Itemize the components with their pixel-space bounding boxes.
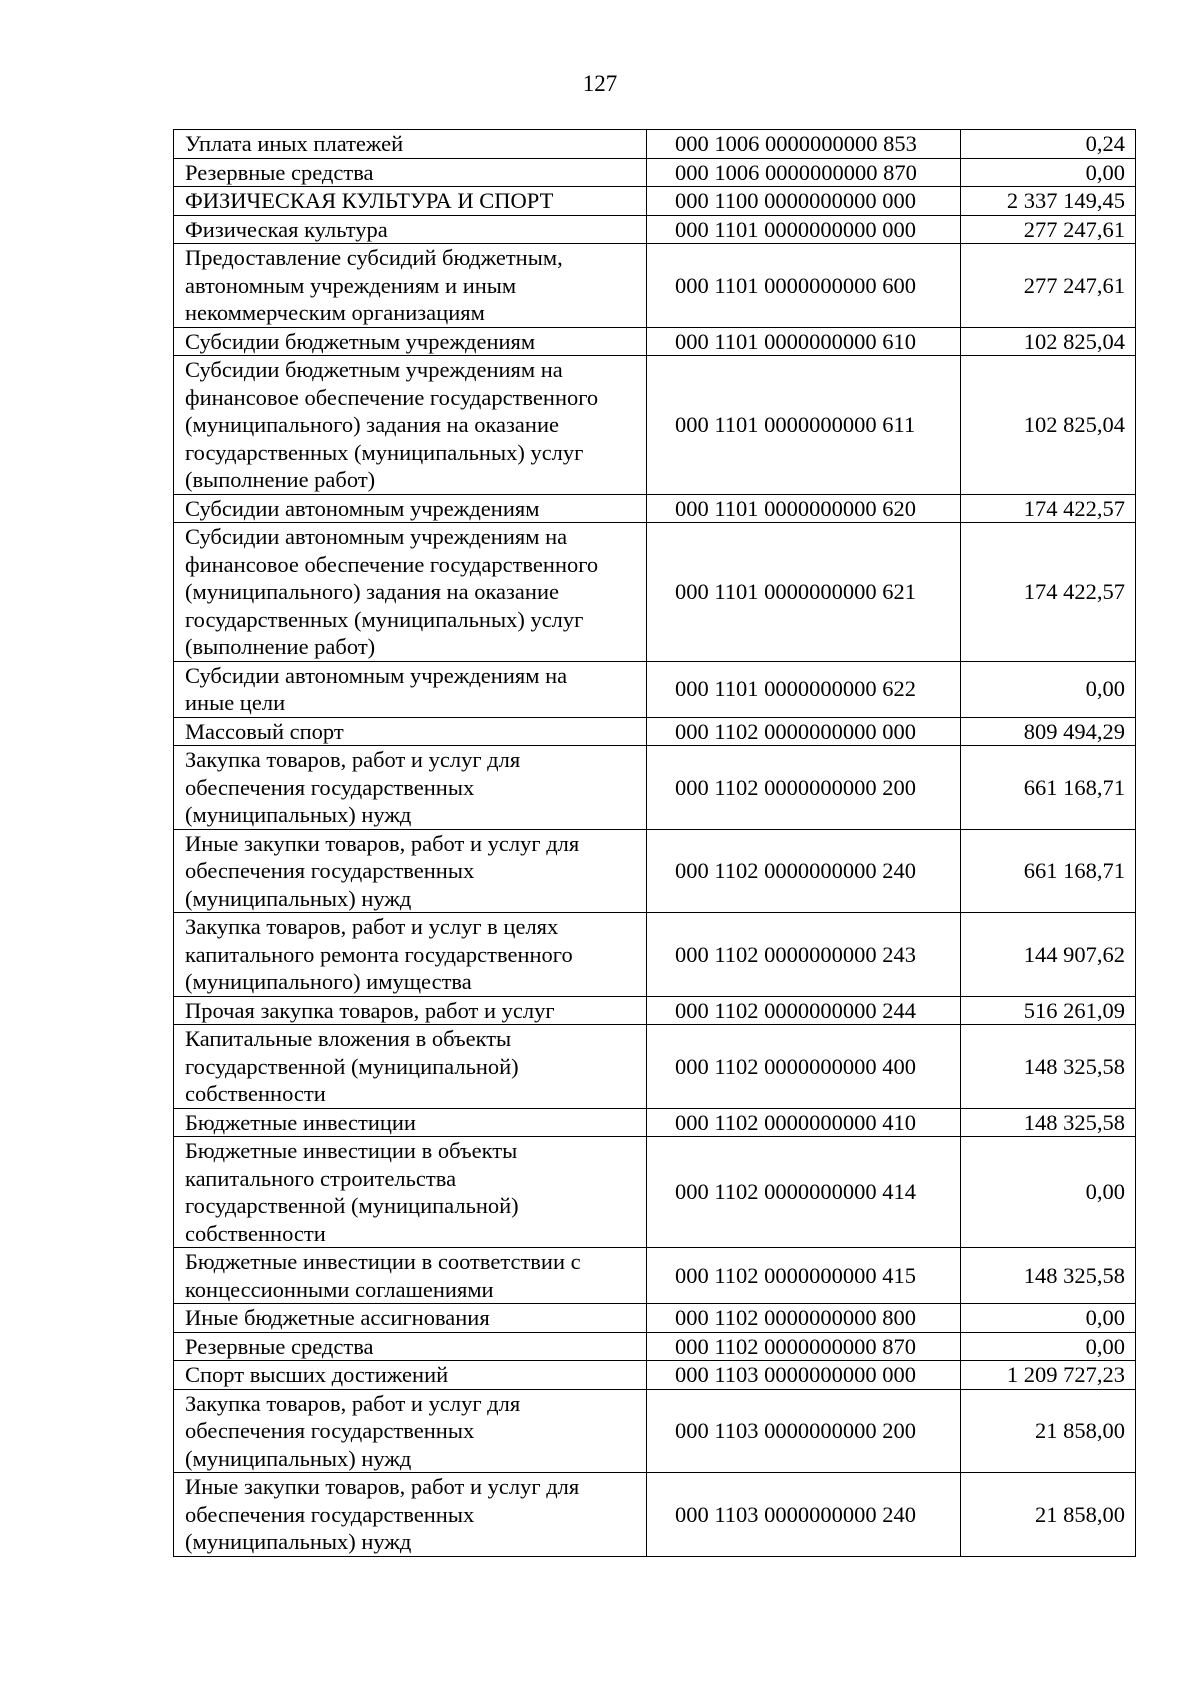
amount-cell: 174 422,57 [961,494,1136,523]
expense-name-cell: Физическая культура [174,215,647,244]
amount-cell: 0,24 [961,130,1136,159]
amount-cell: 516 261,09 [961,996,1136,1025]
expense-name-cell: Капитальные вложения в объекты государственной (муниципальной) собственности [174,1025,647,1109]
amount-cell: 148 325,58 [961,1108,1136,1137]
classification-code-cell: 000 1102 0000000000 410 [647,1108,961,1137]
table-row [174,1304,1136,1333]
expense-name-cell: Субсидии бюджетным учреждениям [174,327,647,356]
table-row [174,1248,1136,1304]
classification-code-cell: 000 1101 0000000000 000 [647,215,961,244]
amount-cell: 0,00 [961,1304,1136,1333]
classification-code-cell: 000 1102 0000000000 414 [647,1137,961,1248]
amount-cell: 102 825,04 [961,356,1136,495]
table-row [174,1473,1136,1557]
classification-code-cell: 000 1103 0000000000 240 [647,1473,961,1557]
table-row [174,494,1136,523]
expense-name-cell: Иные бюджетные ассигнования [174,1304,647,1333]
table-row [174,523,1136,662]
expense-name-cell: Бюджетные инвестиции в соответствии с концессионными соглашениями [174,1248,647,1304]
expense-name-cell: Субсидии автономным учреждениям на финансовое обеспечение государственного (муниципального) задания на оказание государственных (муниципальных) услуг (выполнение работ) [174,523,647,662]
table-row [174,327,1136,356]
table-row [174,996,1136,1025]
table-row [174,1108,1136,1137]
table-row [174,1025,1136,1109]
table-row [174,717,1136,746]
expense-name-cell: Прочая закупка товаров, работ и услуг [174,996,647,1025]
table-row [174,130,1136,159]
expense-name-cell: Закупка товаров, работ и услуг в целях капитального ремонта государственного (муниципального) имущества [174,913,647,997]
expense-name-cell: Иные закупки товаров, работ и услуг для обеспечения государственных (муниципальных) нужд [174,1473,647,1557]
amount-cell: 277 247,61 [961,244,1136,328]
classification-code-cell: 000 1101 0000000000 610 [647,327,961,356]
classification-code-cell: 000 1101 0000000000 611 [647,356,961,495]
classification-code-cell: 000 1101 0000000000 600 [647,244,961,328]
classification-code-cell: 000 1102 0000000000 400 [647,1025,961,1109]
expense-name-cell: Спорт высших достижений [174,1361,647,1390]
table-row [174,215,1136,244]
expense-name-cell: Субсидии автономным учреждениям на иные цели [174,661,647,717]
expense-name-cell: Закупка товаров, работ и услуг для обеспечения государственных (муниципальных) нужд [174,1389,647,1473]
amount-cell: 148 325,58 [961,1025,1136,1109]
classification-code-cell: 000 1101 0000000000 620 [647,494,961,523]
amount-cell: 277 247,61 [961,215,1136,244]
expense-name-cell: Субсидии автономным учреждениям [174,494,647,523]
expense-name-cell: Резервные средства [174,158,647,187]
expense-name-cell: Субсидии бюджетным учреждениям на финансовое обеспечение государственного (муниципального) задания на оказание государственных (муниципальных) услуг (выполнение работ) [174,356,647,495]
classification-code-cell: 000 1100 0000000000 000 [647,187,961,216]
table-row [174,1389,1136,1473]
classification-code-cell: 000 1102 0000000000 870 [647,1332,961,1361]
expense-name-cell: Уплата иных платежей [174,130,647,159]
expense-name-cell: Закупка товаров, работ и услуг для обеспечения государственных (муниципальных) нужд [174,746,647,830]
classification-code-cell: 000 1102 0000000000 800 [647,1304,961,1333]
amount-cell: 661 168,71 [961,829,1136,913]
amount-cell: 2 337 149,45 [961,187,1136,216]
expense-name-cell: Бюджетные инвестиции в объекты капитального строительства государственной (муниципальной) собственности [174,1137,647,1248]
amount-cell: 21 858,00 [961,1389,1136,1473]
budget-table-body [174,130,1136,1557]
amount-cell: 0,00 [961,1332,1136,1361]
table-row [174,913,1136,997]
table-row [174,829,1136,913]
classification-code-cell: 000 1101 0000000000 622 [647,661,961,717]
amount-cell: 1 209 727,23 [961,1361,1136,1390]
expense-name-cell: Резервные средства [174,1332,647,1361]
amount-cell: 0,00 [961,1137,1136,1248]
expense-name-cell: ФИЗИЧЕСКАЯ КУЛЬТУРА И СПОРТ [174,187,647,216]
classification-code-cell: 000 1102 0000000000 000 [647,717,961,746]
table-row [174,356,1136,495]
amount-cell: 144 907,62 [961,913,1136,997]
amount-cell: 148 325,58 [961,1248,1136,1304]
budget-table [173,129,1136,1557]
classification-code-cell: 000 1102 0000000000 240 [647,829,961,913]
expense-name-cell: Иные закупки товаров, работ и услуг для обеспечения государственных (муниципальных) нужд [174,829,647,913]
classification-code-cell: 000 1102 0000000000 200 [647,746,961,830]
amount-cell: 21 858,00 [961,1473,1136,1557]
table-row [174,661,1136,717]
table-row [174,158,1136,187]
classification-code-cell: 000 1103 0000000000 200 [647,1389,961,1473]
table-row [174,1137,1136,1248]
classification-code-cell: 000 1101 0000000000 621 [647,523,961,662]
classification-code-cell: 000 1102 0000000000 415 [647,1248,961,1304]
classification-code-cell: 000 1006 0000000000 853 [647,130,961,159]
expense-name-cell: Бюджетные инвестиции [174,1108,647,1137]
amount-cell: 809 494,29 [961,717,1136,746]
amount-cell: 102 825,04 [961,327,1136,356]
expense-name-cell: Массовый спорт [174,717,647,746]
page-number: 127 [582,71,618,96]
amount-cell: 174 422,57 [961,523,1136,662]
expense-name-cell: Предоставление субсидий бюджетным, автономным учреждениям и иным некоммерческим организациям [174,244,647,328]
amount-cell: 661 168,71 [961,746,1136,830]
table-row [174,746,1136,830]
classification-code-cell: 000 1102 0000000000 244 [647,996,961,1025]
amount-cell: 0,00 [961,661,1136,717]
classification-code-cell: 000 1102 0000000000 243 [647,913,961,997]
table-row [174,1332,1136,1361]
classification-code-cell: 000 1103 0000000000 000 [647,1361,961,1390]
table-row [174,244,1136,328]
table-row [174,187,1136,216]
table-row [174,1361,1136,1390]
classification-code-cell: 000 1006 0000000000 870 [647,158,961,187]
amount-cell: 0,00 [961,158,1136,187]
